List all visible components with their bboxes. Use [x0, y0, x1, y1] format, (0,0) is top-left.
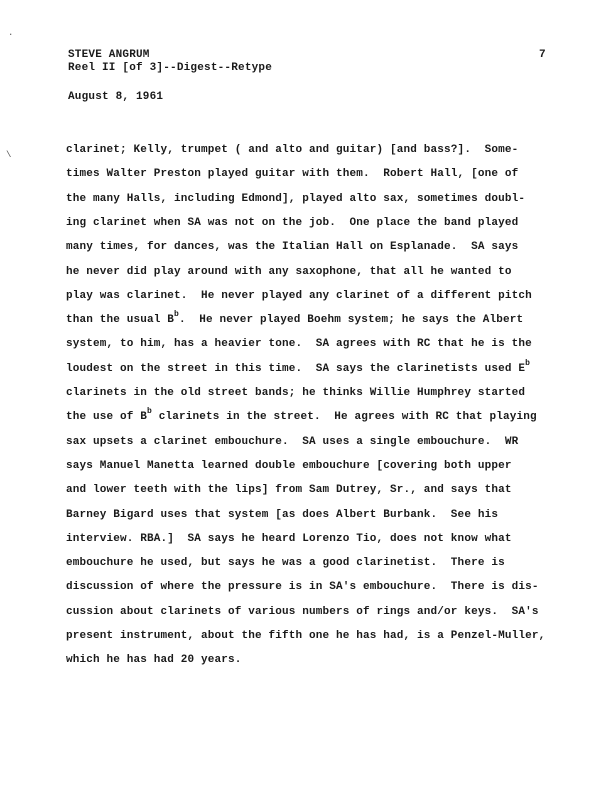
- line-text: he never did play around with any saxophone, that all he wanted to: [66, 265, 512, 278]
- line-text: clarinets in the street. He agrees with RC that playing: [151, 411, 537, 424]
- line-text: clarinet; Kelly, trumpet ( and alto and guitar) [and bass?]. Some-: [66, 144, 519, 156]
- body-line: [66, 310, 524, 327]
- body-line: [66, 217, 518, 229]
- body-line: [66, 193, 525, 205]
- body-line: [66, 144, 518, 156]
- line-text: many times, for dances, was the Italian Hall on Esplanade. SA says: [66, 241, 519, 254]
- body-line: [66, 557, 505, 569]
- scan-mark: \: [6, 150, 12, 160]
- line-text: which he has had 20 years.: [66, 654, 242, 667]
- body-line: [66, 460, 512, 472]
- line-text: present instrument, about the fifth one he has had, is a Penzel-Muller,: [66, 630, 546, 642]
- body-line: [66, 266, 512, 278]
- interviewee-name: STEVE ANGRUM: [68, 49, 150, 61]
- page-number: 7: [539, 49, 546, 61]
- line-text: and lower teeth with the lips] from Sam Dutrey, Sr., and says that: [66, 484, 512, 497]
- line-text: discussion of where the pressure is in SA's embouchure. There is dis-: [66, 581, 539, 594]
- body-line: [66, 338, 532, 350]
- superscript-flat: b: [525, 358, 531, 368]
- body-line: [66, 407, 537, 424]
- line-text: ing clarinet when SA was not on the job. One place the band played: [66, 216, 519, 229]
- line-text: system, to him, has a heavier tone. SA agrees with RC that he is the: [66, 338, 532, 351]
- body-line: [66, 358, 531, 375]
- body-line: [66, 484, 512, 496]
- body-line: [66, 509, 498, 521]
- body-line: [66, 387, 525, 399]
- reel-info: Reel II [of 3]--Digest--Retype: [68, 62, 273, 74]
- line-text: play was clarinet. He never played any clarinet of a different pitch: [66, 289, 532, 302]
- body-line: [66, 533, 512, 545]
- line-text: interview. RBA.] SA says he heard Lorenzo Tio, does not know what: [66, 532, 512, 545]
- line-text: loudest on the street in this time. SA says the clarinetists used E: [66, 362, 526, 375]
- body-line: [66, 654, 242, 666]
- line-text: the use of B: [66, 411, 148, 424]
- superscript-flat: b: [174, 310, 179, 320]
- scan-mark: ·: [8, 30, 14, 40]
- body-line: [66, 168, 518, 180]
- line-text: . He never played Boehm system; he says the Albert: [178, 314, 524, 327]
- line-text: sax upsets a clarinet embouchure. SA uses a single embouchure. WR: [66, 435, 519, 448]
- body-line: [66, 581, 539, 593]
- line-text: the many Halls, including Edmond], played alto sax, sometimes doubl-: [66, 192, 526, 205]
- body-line: [66, 290, 532, 302]
- line-text: says Manuel Manetta learned double embouchure [covering both upper: [66, 459, 512, 472]
- line-text: times Walter Preston played guitar with them. Robert Hall, [one of: [66, 168, 519, 181]
- line-text: Barney Bigard uses that system [as does Albert Burbank. See his: [66, 508, 499, 521]
- line-text: clarinets in the old street bands; he thinks Willie Humphrey started: [66, 387, 526, 399]
- body-line: [66, 436, 518, 448]
- line-text: than the usual B: [66, 314, 175, 327]
- line-text: embouchure he used, but says he was a good clarinetist. There is: [66, 557, 505, 570]
- line-text: cussion about clarinets of various numbers of rings and/or keys. SA's: [66, 605, 539, 618]
- document-date: August 8, 1961: [68, 91, 164, 103]
- body-line: [66, 630, 545, 642]
- body-line: [66, 241, 518, 253]
- body-line: [66, 606, 539, 618]
- superscript-flat: b: [147, 407, 152, 417]
